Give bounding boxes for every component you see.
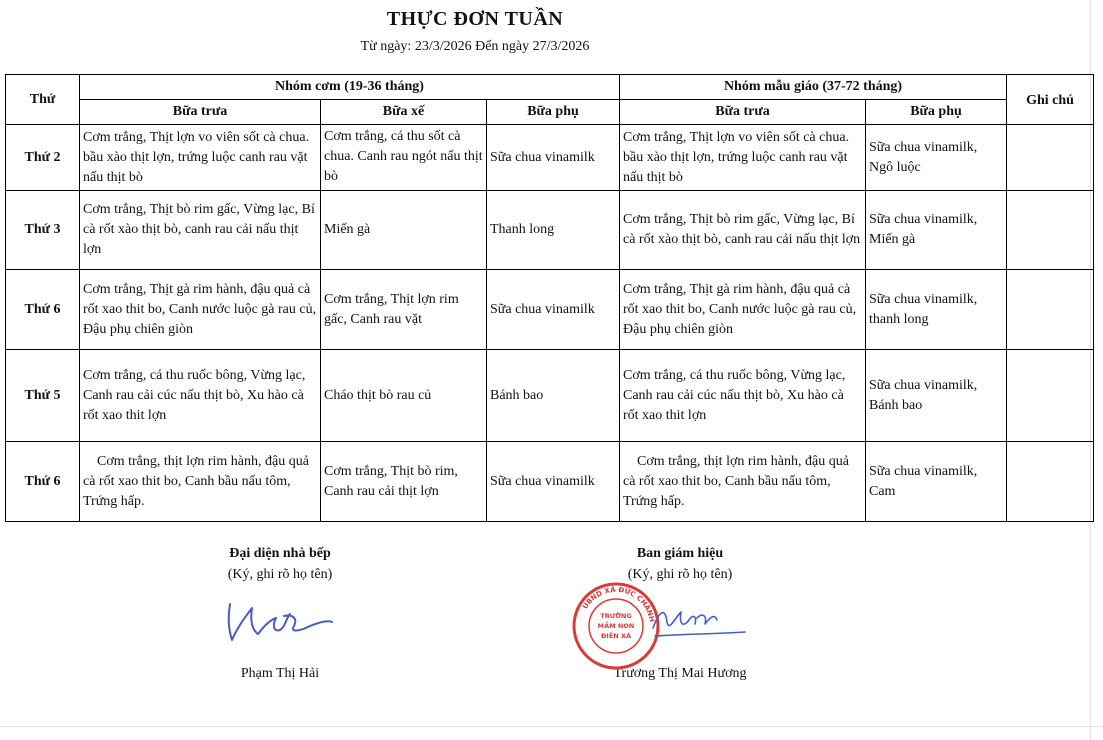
com-afternoon-cell: Cơm trắng, Thịt lợn rim gấc, Canh rau vặt <box>321 270 487 350</box>
com-lunch-cell: Cơm trắng, Thịt lợn vo viên sốt cà chua. bầu xào thịt lợn, trứng luộc canh rau vặt nấu thịt bò <box>80 125 321 191</box>
table-row <box>6 191 1094 270</box>
com-lunch-cell: Cơm trắng, cá thu ruốc bông, Vừng lạc, Canh rau cải cúc nấu thịt bò, Xu hào cà rốt xao thit lợn <box>80 350 321 442</box>
com-snack-cell: Sữa chua vinamilk <box>487 442 620 522</box>
notes-cell <box>1007 125 1094 191</box>
header-mg-snack: Bữa phụ <box>866 100 1007 125</box>
page-title: THỰC ĐƠN TUẦN <box>386 8 564 30</box>
mg-snack-cell: Sữa chua vinamilk, Ngô luộc <box>866 125 1007 191</box>
com-snack-cell: Sữa chua vinamilk <box>487 125 620 191</box>
header-mg-lunch: Bữa trưa <box>620 100 866 125</box>
mg-snack-cell: Sữa chua vinamilk, thanh long <box>866 270 1007 350</box>
stamp-line-3: ĐIỀN XÁ <box>600 632 632 640</box>
notes-cell <box>1007 270 1094 350</box>
board-handwritten-signature <box>645 598 755 644</box>
com-snack-cell: Sữa chua vinamilk <box>487 270 620 350</box>
mg-lunch-cell: Cơm trắng, Thịt lợn vo viên sốt cà chua. bầu xào thịt lợn, trứng luộc canh rau vặt nấu thịt bò <box>620 125 866 191</box>
stamp-line-2: MẦM NON <box>597 622 635 630</box>
kitchen-role: Đại diện nhà bếp <box>229 546 331 561</box>
header-day: Thứ <box>6 75 80 125</box>
com-snack-cell: Thanh long <box>487 191 620 270</box>
mg-snack-cell: Sữa chua vinamilk, Bánh bao <box>866 350 1007 442</box>
day-cell: Thứ 2 <box>6 125 80 191</box>
kitchen-name: Phạm Thị Hải <box>240 666 320 681</box>
notes-cell <box>1007 442 1094 522</box>
day-cell: Thứ 5 <box>6 350 80 442</box>
table-row <box>6 350 1094 442</box>
mg-lunch-cell: Cơm trắng, cá thu ruốc bông, Vừng lạc, Canh rau cải cúc nấu thịt bò, Xu hào cà rốt xao thit lợn <box>620 350 866 442</box>
table-row <box>6 270 1094 350</box>
table-row <box>6 442 1094 522</box>
mg-lunch-cell: Cơm trắng, Thịt bò rim gấc, Vừng lạc, Bí cà rốt xào thịt bò, canh rau cải nấu thịt lợn <box>620 191 866 270</box>
mg-lunch-cell: Cơm trắng, Thịt gà rim hành, đậu quả cà rốt xao thit bo, Canh nước luộc gà rau củ, Đậu phụ chiên giòn <box>620 270 866 350</box>
header-com-snack: Bữa phụ <box>487 100 620 125</box>
com-lunch-cell: Cơm trắng, Thịt bò rim gấc, Vừng lạc, Bí cà rốt xào thịt bò, canh rau cải nấu thịt lợn <box>80 191 321 270</box>
com-snack-cell: Bánh bao <box>487 350 620 442</box>
day-cell: Thứ 6 <box>6 270 80 350</box>
kitchen-handwritten-signature <box>220 596 340 646</box>
header-com-afternoon: Bữa xế <box>321 100 487 125</box>
mg-lunch-cell: Cơm trắng, thịt lợn rim hành, đậu quả cà rốt xao thit bo, Canh bầu nấu tôm, Trứng hấp. <box>620 442 866 522</box>
kitchen-instruction: (Ký, ghi rõ họ tên) <box>227 567 333 582</box>
board-name: Trương Thị Mai Hương <box>613 666 747 681</box>
notes-cell <box>1007 191 1094 270</box>
com-afternoon-cell: Cơm trắng, Thịt bò rim, Canh rau cải thịt lợn <box>321 442 487 522</box>
day-cell: Thứ 3 <box>6 191 80 270</box>
header-group-com: Nhóm cơm (19-36 tháng) <box>80 75 620 100</box>
weekly-menu-table <box>5 74 1094 522</box>
header-com-lunch: Bữa trưa <box>80 100 321 125</box>
com-afternoon-cell: Cơm trắng, cá thu sốt cà chua. Canh rau ngót nấu thịt bò <box>321 125 487 191</box>
date-range: Từ ngày: 23/3/2026 Đến ngày 27/3/2026 <box>360 39 590 54</box>
sheet-gridline <box>0 726 1103 727</box>
com-afternoon-cell: Cháo thịt bò rau củ <box>321 350 487 442</box>
mg-snack-cell: Sữa chua vinamilk, Miến gà <box>866 191 1007 270</box>
header-group-mau-giao: Nhóm mẫu giáo (37-72 tháng) <box>620 75 1007 100</box>
mg-snack-cell: Sữa chua vinamilk, Cam <box>866 442 1007 522</box>
day-cell: Thứ 6 <box>6 442 80 522</box>
com-lunch-cell: Cơm trắng, thịt lợn rim hành, đậu quả cà rốt xao thit bo, Canh bầu nấu tôm, Trứng hấp. <box>80 442 321 522</box>
stamp-ring-text: UBND XÃ ĐỨC CHÁNH <box>581 585 656 623</box>
com-afternoon-cell: Miến gà <box>321 191 487 270</box>
com-lunch-cell: Cơm trắng, Thịt gà rim hành, đậu quả cà rốt xao thit bo, Canh nước luộc gà rau củ, Đậu phụ chiên giòn <box>80 270 321 350</box>
table-row <box>6 125 1094 191</box>
notes-cell <box>1007 350 1094 442</box>
header-notes: Ghi chú <box>1007 75 1094 125</box>
stamp-line-1: TRƯỜNG <box>600 612 632 620</box>
board-instruction: (Ký, ghi rõ họ tên) <box>627 567 733 582</box>
board-role: Ban giám hiệu <box>636 546 724 561</box>
